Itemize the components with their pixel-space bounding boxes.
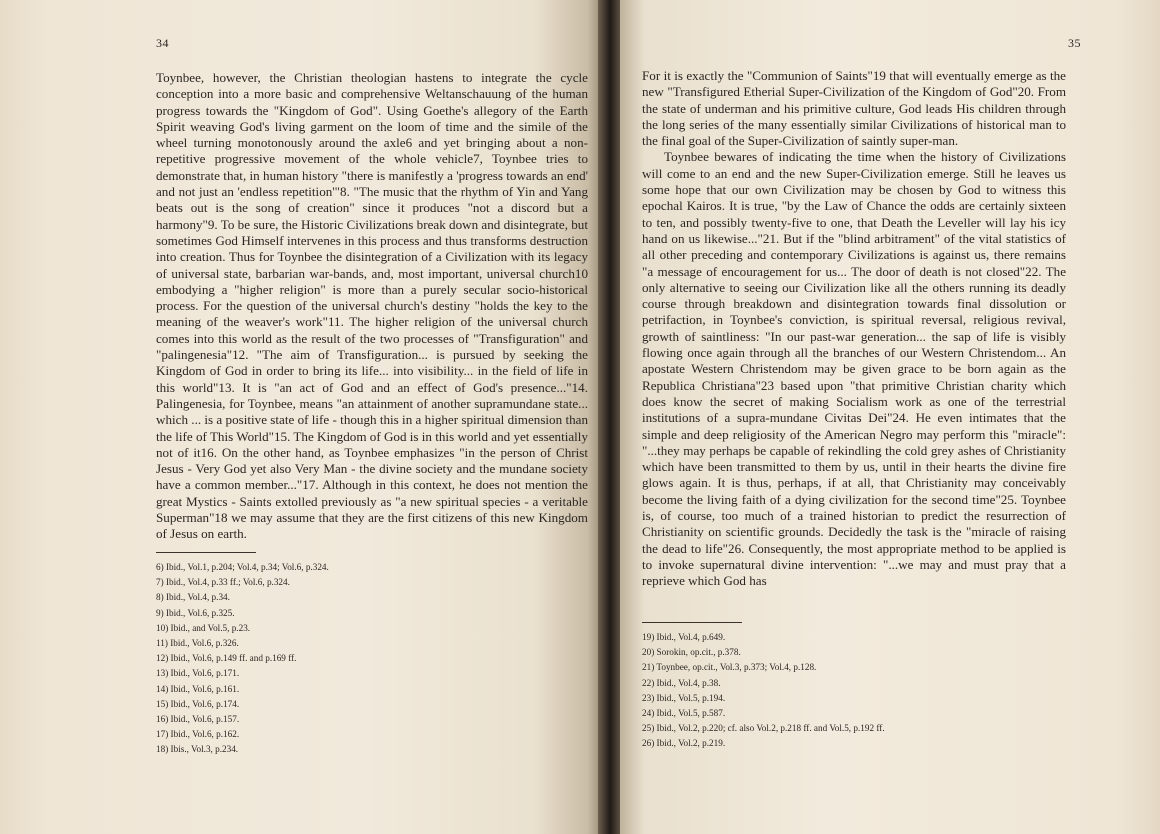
- paragraph: Toynbee bewares of indicating the time when the history of Civilizations will come to an end and the new Super-Civilization emerge. Still he leaves us some hope that our own Civilization may be chosen by God to witness this epochal Kairos. It is true, "by the Law of Chance the odds are certainly sixteen to ten, and possibly twenty-five to one, that Death the Leveller will lay his icy hand on us likewise..."21. But if the "blind arbitrament" of the vital statistics of all other preceding and contemporary Civilizations is against us, there remains "a message of encouragement for us... The door of death is not closed"22. The only alternative to seeing our Civilization like all the others running its deadly course through breakdown and disintegration towards final dissolution or petrifaction, in Toynbee's conviction, is spiritual reversal, religious revival, growth of saintliness: "In our past-war generation... the sap of life is visibly flowing once again through all the branches of our Western Christendom... An apostate Western Christendom may be given grace to be born again as the Republica Christiana"23 based upon "that primitive Christian charity which does know the secret of making Socialism work as one of the terrestrial institutions of a supra-mundane Civitas Dei"24. He even intimates that the simple and deep religiosity of the American Negro may perform this "miracle": "...they may perhaps be capable of rekindling the cold grey ashes of Christianity which have been transmitted to them by us, until in their hearts the divine fire glows again. It is thus, perhaps, if at all, that Christianity may conceivably become the living faith of a dying civilization for the second time"25. Toynbee is, of course, too much of a trained historian to predict the resurrection of Christianity on scientific grounds. Decidedly the task is the "miracle of raising the dead to life"26. Consequently, the most appropriate method to be applied is to invoke supernatural divine intervention: "...we may and must pray that a reprieve which God has: [642, 149, 1066, 589]
- right-page-body: [642, 68, 1066, 590]
- page-number-right: 35: [1068, 36, 1081, 50]
- paragraph: For it is exactly the "Communion of Saints"19 that will eventually emerge as the new "Transfigured Etherial Super-Civilization of the Kingdom of God"20. From the state of underman and his primitive culture, God leads His children through the long series of the many essentially similar Civilizations of historical man to the final goal of the Super-Civilization of saintly super-man.: [642, 68, 1066, 149]
- page-number-left: 34: [156, 36, 169, 50]
- paragraph: Toynbee, however, the Christian theologian hastens to integrate the cycle conception into a more basic and comprehensive Weltanschauung of the human progress towards the "Kingdom of God". Using Goethe's allegory of the Earth Spirit weaving God's living garment on the loom of time and the simile of the wheel turning monotonously around the axle6 and yet bringing about a non-repetitive progressive movement of the whole vehicle7, Toynbee tries to demonstrate that, in human history "there is manifestly a 'progress towards an end' and not just an 'endless repetition'"8. "The music that the rhythm of Yin and Yang beats out is the song of creation" since it produces "not a discord but a harmony"9. To be sure, the Historic Civilizations break down and disintegrate, but sometimes God Himself intervenes in this process and thus transforms destruction into creation. Thus for Toynbee the disintegration of a Civilization with its legacy of universal state, barbarian war-bands, and, most important, universal church10 embodying a "higher religion" is more than a purely secular socio-historical process. For the question of the universal church's destiny "holds the key to the meaning of the weaver's work"11. The higher religion of the universal church comes into this world as the result of the two processes of "Transfiguration" and "palingenesia"12. "The aim of Transfiguration... is pursued by seeking the Kingdom of God in order to bring its life... into visibility... in the field of life in this world"13. It is "an act of God and an effect of God's presence..."14. Palingenesia, for Toynbee, means "an attainment of another supramundane state... which ... is a positive state of life - though this in a higher spiritual dimension than the life of This World"15. The Kingdom of God is in this world and yet essentially not of it16. On the other hand, as Toynbee emphasizes "in the person of Christ Jesus - Very God yet also Very Man - the divine society and the mundane society have a common member..."17. Although in this context, he does not mention the great Mystics - Saints extolled previously as "a new spiritual species - a veritable Superman"18 we may assume that they are the first citizens of this new Kingdom of Jesus on earth.: [156, 70, 588, 542]
- footnote: 23) Ibid., Vol.5, p.194.: [642, 692, 726, 703]
- footnote: 9) Ibid., Vol.6, p.325.: [156, 607, 235, 618]
- footnote: 15) Ibid., Vol.6, p.174.: [156, 698, 240, 709]
- footnotes-left: [156, 560, 586, 758]
- footnote: 25) Ibid., Vol.2, p.220; cf. also Vol.2, p.218 ff. and Vol.5, p.192 ff.: [642, 723, 885, 734]
- right-page: [606, 0, 1160, 834]
- footnotes-right: [642, 630, 1062, 752]
- footnote: 10) Ibid., and Vol.5, p.23.: [156, 622, 251, 633]
- footnote: 22) Ibid., Vol.4, p.38.: [642, 677, 721, 688]
- left-page-body: [156, 70, 588, 543]
- footnote: 7) Ibid., Vol.4, p.33 ff.; Vol.6, p.324.: [156, 577, 290, 588]
- footnote: 18) Ibis., Vol.3, p.234.: [156, 744, 239, 755]
- footnote-rule: [156, 552, 256, 553]
- footnote: 8) Ibid., Vol.4, p.34.: [156, 592, 230, 603]
- footnote: 26) Ibid., Vol.2, p.219.: [642, 738, 726, 749]
- footnote: 17) Ibid., Vol.6, p.162.: [156, 729, 240, 740]
- footnote: 12) Ibid., Vol.6, p.149 ff. and p.169 ff.: [156, 653, 297, 664]
- footnote: 6) Ibid., Vol.1, p.204; Vol.4, p.34; Vol.6, p.324.: [156, 562, 329, 572]
- footnote: 19) Ibid., Vol.4, p.649.: [642, 632, 726, 642]
- footnote: 21) Toynbee, op.cit., Vol.3, p.373; Vol.4, p.128.: [642, 662, 817, 673]
- footnote: 13) Ibid., Vol.6, p.171.: [156, 668, 240, 679]
- footnote: 20) Sorokin, op.cit., p.378.: [642, 647, 741, 658]
- footnote: 14) Ibid., Vol.6, p.161.: [156, 683, 240, 694]
- book-gutter: [598, 0, 620, 834]
- footnote: 16) Ibid., Vol.6, p.157.: [156, 714, 240, 725]
- footnote-rule: [642, 622, 742, 623]
- footnote: 24) Ibid., Vol.5, p.587.: [642, 708, 726, 719]
- footnote: 11) Ibid., Vol.6, p.326.: [156, 638, 239, 649]
